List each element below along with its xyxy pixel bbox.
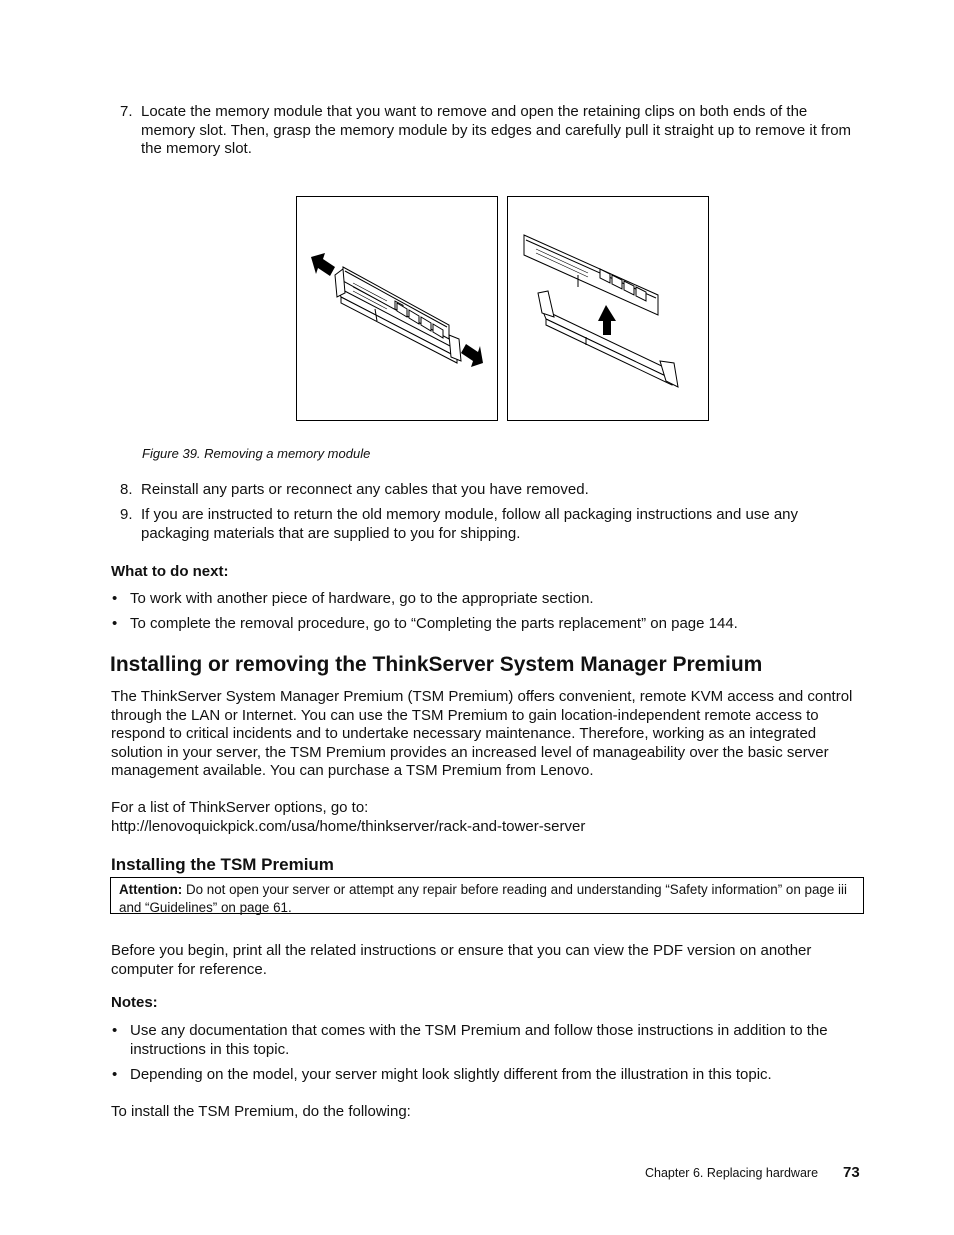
- step-number: 7.: [120, 103, 133, 120]
- list-item-text: Use any documentation that comes with the TSM Premium and follow those instructions in addition to the instructions in this topic.: [130, 1022, 828, 1058]
- list-item-text: To complete the removal procedure, go to “Completing the parts replacement” on page 144.: [130, 615, 738, 632]
- section-intro: The ThinkServer System Manager Premium (TSM Premium) offers convenient, remote KVM access and control through the LAN or Internet. You can use the TSM Premium to gain location-independent remote access to respond to critical incidents and to undertake necessary maintenance. Therefore, working as an integrated solution in your server, the TSM Premium provides an increased level of manageability over the basic server management available. You can purchase a TSM Premium from Lenovo.: [111, 688, 853, 780]
- what-to-do-next-heading: What to do next:: [111, 563, 229, 580]
- figure-caption: Figure 39. Removing a memory module: [142, 446, 371, 461]
- step-text: Locate the memory module that you want to remove and open the retaining clips on both ends of the memory slot. Then, grasp the memory module by its edges and carefully pull it straight up to remove it from the memory slot.: [141, 103, 852, 158]
- step-text: If you are instructed to return the old memory module, follow all packaging instructions and use any packaging materials that are supplied to you for shipping.: [141, 506, 799, 542]
- memory-module-pull-up-illustration: [508, 197, 708, 420]
- list-item-text: To work with another piece of hardware, go to the appropriate section.: [130, 590, 594, 607]
- attention-box: [110, 877, 864, 914]
- bullet-icon: •: [112, 1066, 118, 1083]
- step-number: 9.: [120, 506, 133, 523]
- options-line: For a list of ThinkServer options, go to:: [111, 799, 369, 816]
- step-text: Reinstall any parts or reconnect any cables that you have removed.: [141, 481, 589, 498]
- page-number: 73: [843, 1164, 860, 1181]
- bullet-icon: •: [112, 590, 118, 607]
- bullet-icon: •: [112, 615, 118, 632]
- step-number: 8.: [120, 481, 133, 498]
- figure-panel-open-clips: [296, 196, 498, 421]
- attention-text: Do not open your server or attempt any repair before reading and understanding “Safety information” on page iii and “Guidelines” on page 61.: [119, 882, 847, 915]
- notes-heading: Notes:: [111, 994, 158, 1011]
- options-url: http://lenovoquickpick.com/usa/home/thinkserver/rack-and-tower-server: [111, 818, 586, 835]
- footer-chapter: Chapter 6. Replacing hardware: [645, 1166, 819, 1180]
- memory-module-open-clips-illustration: [297, 197, 497, 420]
- closing-line: To install the TSM Premium, do the following:: [111, 1103, 411, 1120]
- before-you-begin: Before you begin, print all the related instructions or ensure that you can view the PDF version on another computer for reference.: [111, 942, 812, 978]
- section-heading: Installing or removing the ThinkServer System Manager Premium: [110, 653, 763, 676]
- list-item-text: Depending on the model, your server might look slightly different from the illustration in this topic.: [130, 1066, 772, 1083]
- bullet-icon: •: [112, 1022, 118, 1039]
- subsection-heading: Installing the TSM Premium: [111, 855, 334, 874]
- figure-panel-pull-module: [507, 196, 709, 421]
- attention-label: Attention:: [119, 882, 183, 897]
